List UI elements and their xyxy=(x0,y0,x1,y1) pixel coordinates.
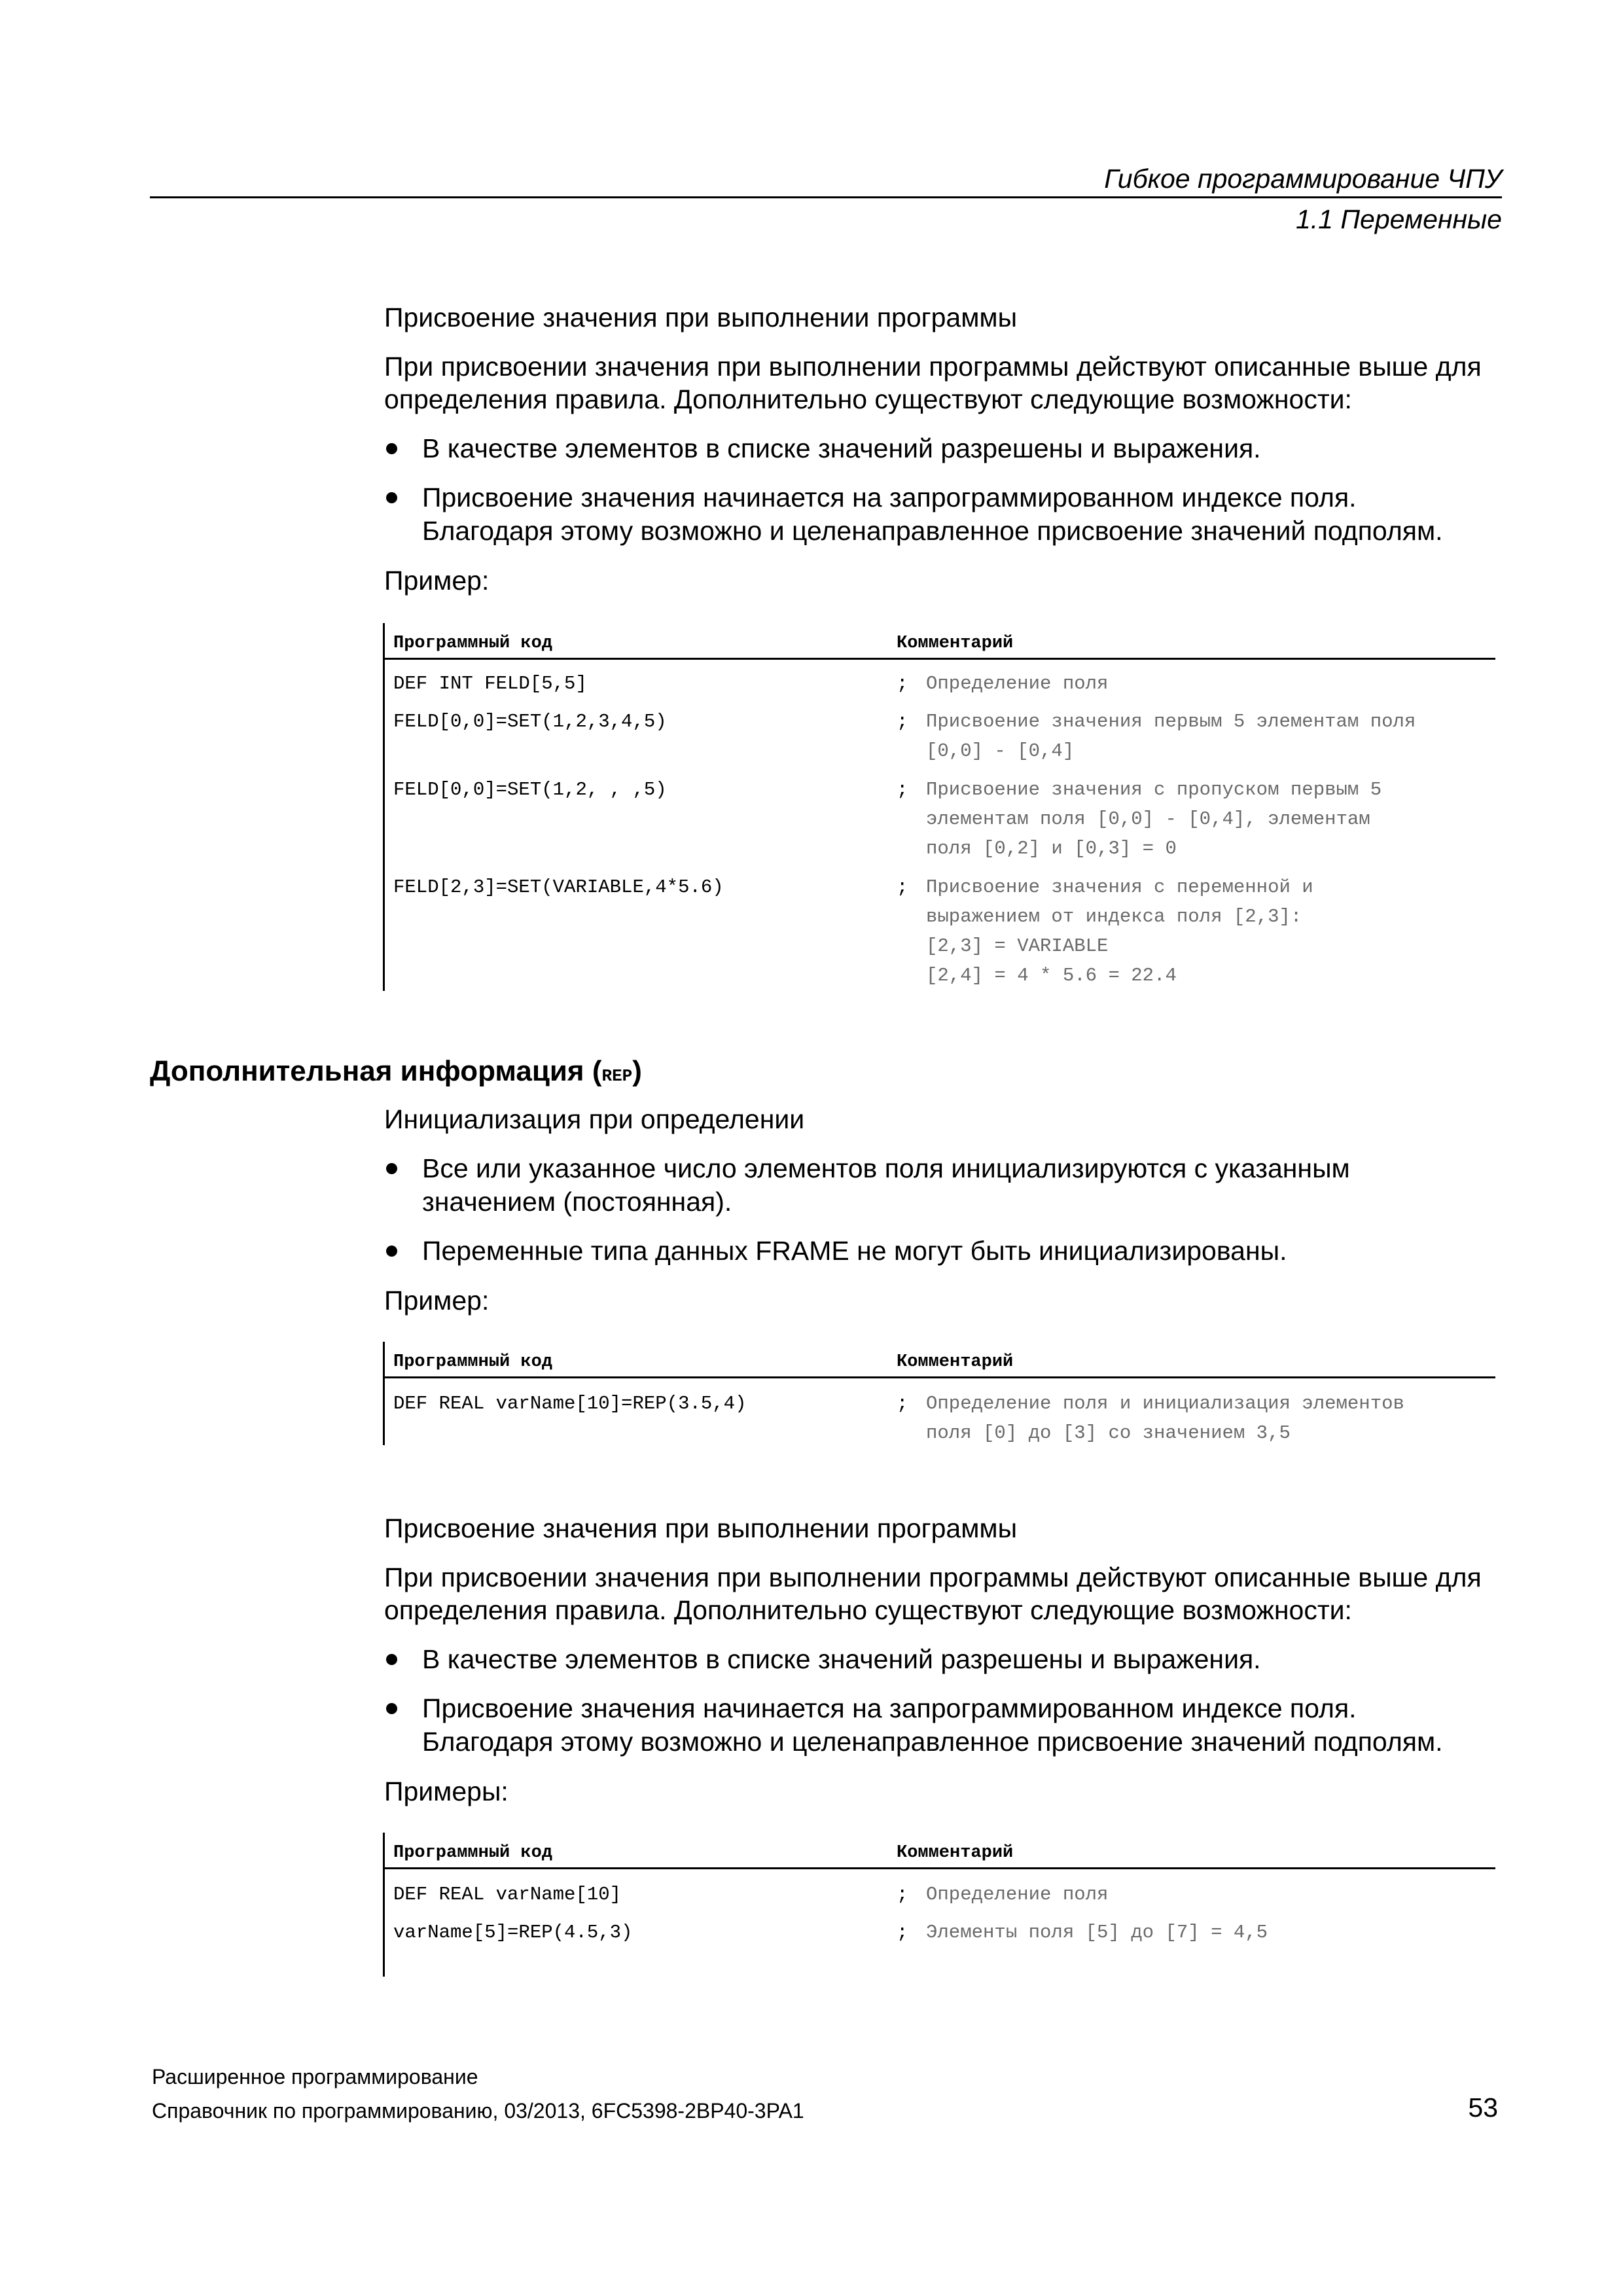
column-header-code: Программный код xyxy=(393,634,553,653)
comment-line: Присвоение значения с переменной и xyxy=(926,876,1313,898)
comment-line: [2,3] = VARIABLE xyxy=(926,935,1109,957)
bullet-icon xyxy=(386,1654,397,1665)
comment-marker: ; xyxy=(897,1884,908,1905)
section-heading-text: Дополнительная информация ( xyxy=(150,1055,602,1087)
comment-line: элементам поля [0,0] - [0,4], элементам xyxy=(926,808,1370,830)
bullet-icon xyxy=(386,1703,397,1714)
footer-reference: Справочник по программированию, 03/2013, 6FC5398-2BP40-3PA1 xyxy=(152,2099,804,2123)
column-header-comment: Комментарий xyxy=(897,634,1014,653)
block1-intro-line-1: При присвоении значения при выполнении программы действуют описанные выше для xyxy=(384,351,1482,382)
table-header-rule xyxy=(383,1376,1495,1378)
comment-line: Присвоение значения первым 5 элементам поля xyxy=(926,711,1416,732)
code-cell: varName[5]=REP(4.5,3) xyxy=(393,1922,633,1943)
column-header-code: Программный код xyxy=(393,1843,553,1863)
comment-line: Определение поля xyxy=(926,1884,1109,1905)
block3-intro-line-2: определения правила. Дополнительно существуют следующие возможности: xyxy=(384,1595,1352,1625)
footer-title: Расширенное программирование xyxy=(152,2065,478,2089)
block2-example-label: Пример: xyxy=(384,1285,490,1316)
block3-bullet-1: В качестве элементов в списке значений разрешены и выражения. xyxy=(422,1644,1261,1674)
comment-line: Присвоение значения с пропуском первым 5 xyxy=(926,779,1382,800)
comment-marker: ; xyxy=(897,711,908,732)
comment-line: поля [0,2] и [0,3] = 0 xyxy=(926,838,1177,859)
chapter-title: Гибкое программирование ЧПУ xyxy=(1104,164,1502,194)
code-cell: DEF REAL varName[10] xyxy=(393,1884,622,1905)
code-cell: DEF REAL varName[10]=REP(3.5,4) xyxy=(393,1393,747,1414)
table-left-border xyxy=(383,1833,385,1977)
block2-bullet-1-line-1: Все или указанное число элементов поля инициализируются с указанным xyxy=(422,1153,1350,1183)
column-header-code: Программный код xyxy=(393,1352,553,1372)
column-header-comment: Комментарий xyxy=(897,1352,1014,1372)
comment-marker: ; xyxy=(897,673,908,694)
code-table-3 xyxy=(383,1833,1495,1977)
block1-bullet-2-line-2: Благодаря этому возможно и целенаправленное присвоение значений подполям. xyxy=(422,516,1443,546)
block3-bullet-2-line-2: Благодаря этому возможно и целенаправленное присвоение значений подполям. xyxy=(422,1727,1443,1757)
block3-intro-line-1: При присвоении значения при выполнении программы действуют описанные выше для xyxy=(384,1562,1482,1592)
table-header-rule xyxy=(383,658,1495,660)
comment-marker: ; xyxy=(897,1393,908,1414)
block2-bullet-2: Переменные типа данных FRAME не могут быть инициализированы. xyxy=(422,1236,1287,1266)
comment-line: Определение поля и инициализация элементов xyxy=(926,1393,1404,1414)
comment-marker: ; xyxy=(897,1922,908,1943)
block1-bullet-1: В качестве элементов в списке значений разрешены и выражения. xyxy=(422,433,1261,463)
block3-bullet-2-line-1: Присвоение значения начинается на запрограммированном индексе поля. xyxy=(422,1693,1357,1723)
header-rule xyxy=(150,196,1502,198)
bullet-icon xyxy=(386,443,397,454)
block1-intro-line-2: определения правила. Дополнительно существуют следующие возможности: xyxy=(384,384,1352,414)
comment-line: выражением от индекса поля [2,3]: xyxy=(926,906,1302,927)
block2-bullet-1-line-2: значением (постоянная). xyxy=(422,1187,732,1217)
section-heading-close: ) xyxy=(632,1055,642,1087)
comment-line: [0,0] - [0,4] xyxy=(926,740,1075,762)
comment-line: Элементы поля [5] до [7] = 4,5 xyxy=(926,1922,1268,1943)
comment-line: [2,4] = 4 * 5.6 = 22.4 xyxy=(926,965,1177,986)
block3-example-label: Примеры: xyxy=(384,1776,508,1806)
block1-bullet-2-line-1: Присвоение значения начинается на запрограммированном индексе поля. xyxy=(422,482,1357,512)
comment-marker: ; xyxy=(897,876,908,898)
block3-subtitle: Присвоение значения при выполнении программы xyxy=(384,1513,1018,1543)
block1-example-label: Пример: xyxy=(384,565,490,596)
code-cell: FELD[0,0]=SET(1,2,3,4,5) xyxy=(393,711,667,732)
block2-subtitle: Инициализация при определении xyxy=(384,1104,805,1134)
table-left-border xyxy=(383,1342,385,1445)
code-table-2 xyxy=(383,1342,1495,1445)
column-header-comment: Комментарий xyxy=(897,1843,1014,1863)
table-header-rule xyxy=(383,1867,1495,1869)
comment-marker: ; xyxy=(897,779,908,800)
code-cell: DEF INT FELD[5,5] xyxy=(393,673,587,694)
comment-line: поля [0] до [3] со значением 3,5 xyxy=(926,1422,1291,1444)
code-table-1 xyxy=(383,623,1495,991)
page-number: 53 xyxy=(1468,2092,1498,2123)
comment-line: Определение поля xyxy=(926,673,1109,694)
code-cell: FELD[0,0]=SET(1,2, , ,5) xyxy=(393,779,667,800)
section-heading xyxy=(150,1055,642,1088)
section-heading-code: REP xyxy=(601,1066,633,1086)
bullet-icon xyxy=(386,1163,397,1174)
bullet-icon xyxy=(386,492,397,503)
code-cell: FELD[2,3]=SET(VARIABLE,4*5.6) xyxy=(393,876,724,898)
table-left-border xyxy=(383,623,385,991)
section-title: 1.1 Переменные xyxy=(1295,204,1502,234)
bullet-icon xyxy=(386,1246,397,1257)
block1-subtitle: Присвоение значения при выполнении программы xyxy=(384,302,1018,332)
